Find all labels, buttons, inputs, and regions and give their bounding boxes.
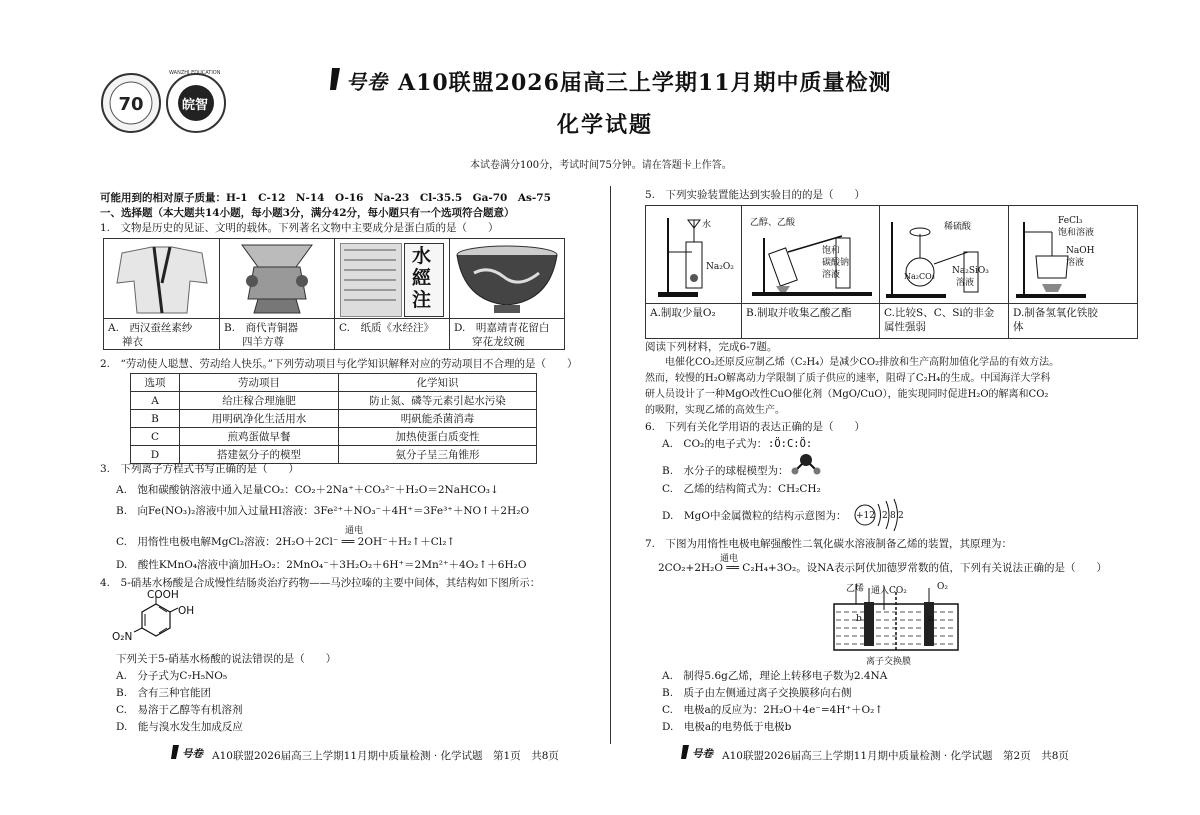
q7-option-d: D. 电极a的电势低于电极b: [662, 721, 792, 733]
right-logo: [165, 72, 227, 134]
right-footer-brand: 号卷: [692, 748, 713, 760]
q1-option-d-line1: D. 明嘉靖青花留白: [454, 322, 550, 334]
silk-robe-image: [112, 243, 212, 315]
q7-option-b: B. 质子由左侧通过离子交换膜移向右侧: [662, 687, 852, 699]
apparatus-b-reagents: 乙醇、乙酸: [750, 218, 796, 228]
apparatus-c-acid: 稀硫酸: [944, 222, 972, 232]
q5-option-a: A.制取少量O₂: [650, 307, 716, 319]
table-cell: 搭建氨分子的模型: [180, 446, 339, 464]
q5-option-b: B.制取并收集乙酸乙酯: [746, 307, 852, 319]
q3-option-a: A. 饱和碳酸钠溶液中通入足量CO₂：CO₂＋2Na⁺＋CO₃²⁻＋H₂O＝2NaHCO₃↓: [116, 484, 499, 496]
q7-equation-condition: 通电: [720, 554, 739, 564]
svg-text:70: 70: [118, 94, 144, 115]
q4-option-c: C. 易溶于乙醇等有机溶剂: [116, 704, 243, 716]
material-line-1: 电催化CO₂还原反应制乙烯（C₂H₄）是减少CO₂排放和生产高附加值化学品的有效方法。: [645, 357, 1060, 368]
exam-notice: 本试卷满分100分，考试时间75分钟。请在答题卡上作答。: [470, 160, 732, 171]
book-title-text: 水經注: [412, 245, 432, 311]
q3-option-c: C. 用惰性电极电解MgCl₂溶液：2H₂O＋2Cl⁻ ══ 2OH⁻＋H₂↑＋Cl₂↑: [116, 536, 456, 548]
apparatus-b-na2co3: 碳酸钠: [822, 258, 850, 268]
question-3: 3. 下列离子方程式书写正确的是（ ）: [100, 463, 300, 475]
q6-option-a-formula: :Ö:C:Ö:: [768, 438, 813, 450]
q2-header-knowledge: 化学知识: [339, 374, 537, 392]
porcelain-bowl-image: [454, 243, 560, 315]
page-title: A10联盟2026届高三上学期11月期中质量检测: [398, 70, 892, 96]
question-2: 2. “劳动使人聪慧、劳动给人快乐。”下列劳动项目与化学知识解释对应的劳动项目不合理的是（ ）: [100, 358, 578, 370]
table-cell: 给庄稼合理施肥: [180, 392, 339, 410]
apparatus-d-fecl3: FeCl₃: [1058, 216, 1083, 226]
reading-intro: 阅读下列材料，完成6-7题。: [645, 341, 778, 353]
right-footer-mark: [680, 744, 690, 764]
table-row: [131, 392, 537, 410]
table-cell: 防止氮、磷等元素引起水污染: [339, 392, 537, 410]
q5-option-c-line1: C.比较S、C、Si的非金: [884, 307, 995, 319]
q4-option-b: B. 含有三种官能团: [116, 687, 212, 699]
q4-option-d: D. 能与溴水发生加成反应: [116, 721, 243, 733]
q1-option-b-line1: B. 商代青铜器: [224, 322, 299, 334]
apparatus-b-solution: 溶液: [822, 270, 841, 280]
q2-header-project: 劳动项目: [180, 374, 339, 392]
apparatus-b-sat: 饱和: [822, 246, 841, 256]
q1-option-a-line2: 禅衣: [122, 336, 143, 348]
electrode-b-label: b: [856, 614, 862, 624]
q3-option-b: B. 向Fe(NO₃)₂溶液中加入过量HI溶液：3Fe²⁺＋NO₃⁻＋4H⁺＝3Fe³⁺＋NO↑＋2H₂O: [116, 505, 530, 517]
q6-option-a: A. CO₂的电子式为：: [662, 438, 768, 450]
mg-shell-3: 2: [898, 511, 904, 521]
q6-option-c: C. 乙烯的结构简式为：CH₂CH₂: [662, 483, 821, 495]
q2-table: [130, 373, 537, 464]
book-image: [340, 243, 444, 315]
apparatus-c-na2sio3: Na₂SiO₃: [952, 266, 989, 276]
brand-name: 号卷: [346, 70, 388, 94]
q5-option-d-line1: D.制备氢氧化铁胶: [1013, 307, 1098, 319]
table-cell: B: [131, 410, 180, 428]
q1-option-b-line2: 四羊方尊: [242, 336, 284, 348]
logo-center-text: 皖智: [182, 98, 209, 113]
q6-option-d: D. MgO中金属微粒的结构示意图为：: [662, 510, 847, 522]
subject-title: 化学试题: [557, 112, 654, 138]
right-footer: A10联盟2026届高三上学期11月期中质量检测 · 化学试题 第2页 共8页: [722, 750, 1069, 762]
water-ball-stick-model: [788, 452, 824, 476]
question-5: 5. 下列实验装置能达到实验目的的是（ ）: [645, 189, 866, 201]
question-1: 1. 文物是历史的见证、文明的载体。下列著名文物中主要成分是蛋白质的是（ ）: [100, 222, 499, 234]
column-divider: [610, 186, 611, 744]
q5-option-d-line2: 体: [1013, 321, 1024, 333]
left-logo: [100, 72, 162, 134]
membrane-label: 离子交换膜: [866, 657, 912, 667]
table-row: [131, 428, 537, 446]
material-line-2: 然而，较慢的H₂O解离动力学限制了质子供应的速率，阻碍了C₂H₄的生成。中国海洋大学科: [645, 373, 1051, 384]
table-row: [131, 446, 537, 464]
section-one-heading: 一、选择题（本大题共14小题，每小题3分，满分42分，每小题只有一个选项符合题意）: [100, 207, 515, 219]
material-line-3: 研人员设计了一种MgO改性CuO催化剂（MgO/CuO），能实现同时促进H₂O的解离和CO₂: [645, 389, 1049, 400]
table-cell: 煎鸡蛋做早餐: [180, 428, 339, 446]
q1-image-grid: [103, 238, 565, 350]
logo-ring-text: WANZHI EDUCATION: [169, 70, 221, 76]
apparatus-a-na2o2: Na₂O₂: [706, 262, 734, 272]
q3-option-c-condition: 通电: [345, 526, 364, 536]
apparatus-d-sat: 饱和溶液: [1058, 228, 1095, 238]
table-cell: D: [131, 446, 180, 464]
q6-option-b: B. 水分子的球棍模型为：: [662, 465, 789, 477]
left-footer-brand: 号卷: [182, 748, 203, 760]
cell-ethylene-label: 乙烯: [846, 584, 865, 594]
cell-o2-label: O₂: [937, 582, 948, 592]
apparatus-a-water: 水: [702, 220, 712, 230]
brand-mark: [328, 66, 342, 96]
struct-oh: OH: [178, 605, 195, 617]
question-4: 4. 5-硝基水杨酸是合成慢性结肠炎治疗药物——马沙拉嗪的主要中间体，其结构如下图所示：: [100, 577, 541, 589]
struct-cooh: COOH: [147, 589, 179, 601]
table-cell: 氨分子呈三角锥形: [339, 446, 537, 464]
q3-option-d: D. 酸性KMnO₄溶液中滴加H₂O₂：2MnO₄⁻＋3H₂O₂＋6H⁺＝2Mn²⁺＋4O₂↑＋6H₂O: [116, 559, 527, 571]
apparatus-a: [650, 212, 738, 300]
mg-nucleus: +12: [856, 511, 875, 521]
q4-option-a: A. 分子式为C₇H₅NO₅: [116, 670, 228, 682]
apparatus-d-naoh: NaOH: [1066, 246, 1095, 256]
apparatus-c-na2co3: Na₂CO₃: [904, 272, 935, 281]
table-row: [131, 410, 537, 428]
material-line-4: 的吸附，实现乙烯的高效生产。: [645, 405, 785, 416]
question-6: 6. 下列有关化学用语的表达正确的是（ ）: [645, 421, 866, 433]
mg-shell-1: 2: [882, 511, 888, 521]
q1-option-d-line2: 穿花龙纹碗: [472, 336, 525, 348]
q7-option-c: C. 电极a的反应为：2H₂O＋4e⁻=4H⁺＋O₂↑: [662, 704, 884, 716]
mg-shell-2: 8: [890, 511, 896, 521]
question-7: 7. 下图为用惰性电极电解强酸性二氧化碳水溶液制备乙烯的装置，其原理为：: [645, 538, 1013, 550]
q1-option-c-line1: C. 纸质《水经注》: [339, 322, 434, 334]
cell-co2-label: 通入CO₂: [871, 586, 907, 596]
bronze-vessel-image: [230, 241, 324, 317]
q5-apparatus-grid: [645, 205, 1138, 339]
left-footer: A10联盟2026届高三上学期11月期中质量检测 · 化学试题 第1页 共8页: [212, 750, 559, 762]
q5-option-c-line2: 属性强弱: [884, 321, 926, 333]
q7-equation: 2CO₂+2H₂O ══ C₂H₄+3O₂。设NA表示阿伏加德罗常数的值，下列有关说法正确的是（ ）: [658, 562, 1107, 574]
atomic-masses: 可能用到的相对原子质量：H-1 C-12 N-14 O-16 Na-23 Cl-35.5 Ga-70 As-75: [100, 192, 551, 204]
q7-option-a: A. 制得5.6g乙烯，理论上转移电子数为2.4NA: [662, 670, 888, 682]
apparatus-d-solution: 溶液: [1066, 258, 1085, 268]
q4-ask: 下列关于5-硝基水杨酸的说法错误的是（ ）: [116, 653, 337, 665]
table-cell: 加热使蛋白质变性: [339, 428, 537, 446]
q2-header-option: 选项: [131, 374, 180, 392]
struct-no2: O₂N: [112, 631, 133, 643]
electrode-a-label: a: [928, 614, 934, 624]
q1-option-a-line1: A. 西汉蚕丝素纱: [108, 322, 193, 334]
table-cell: 明矾能杀菌消毒: [339, 410, 537, 428]
table-cell: 用明矾净化生活用水: [180, 410, 339, 428]
left-footer-mark: [170, 744, 180, 764]
table-cell: A: [131, 392, 180, 410]
table-cell: C: [131, 428, 180, 446]
apparatus-c-solution: 溶液: [956, 278, 975, 288]
